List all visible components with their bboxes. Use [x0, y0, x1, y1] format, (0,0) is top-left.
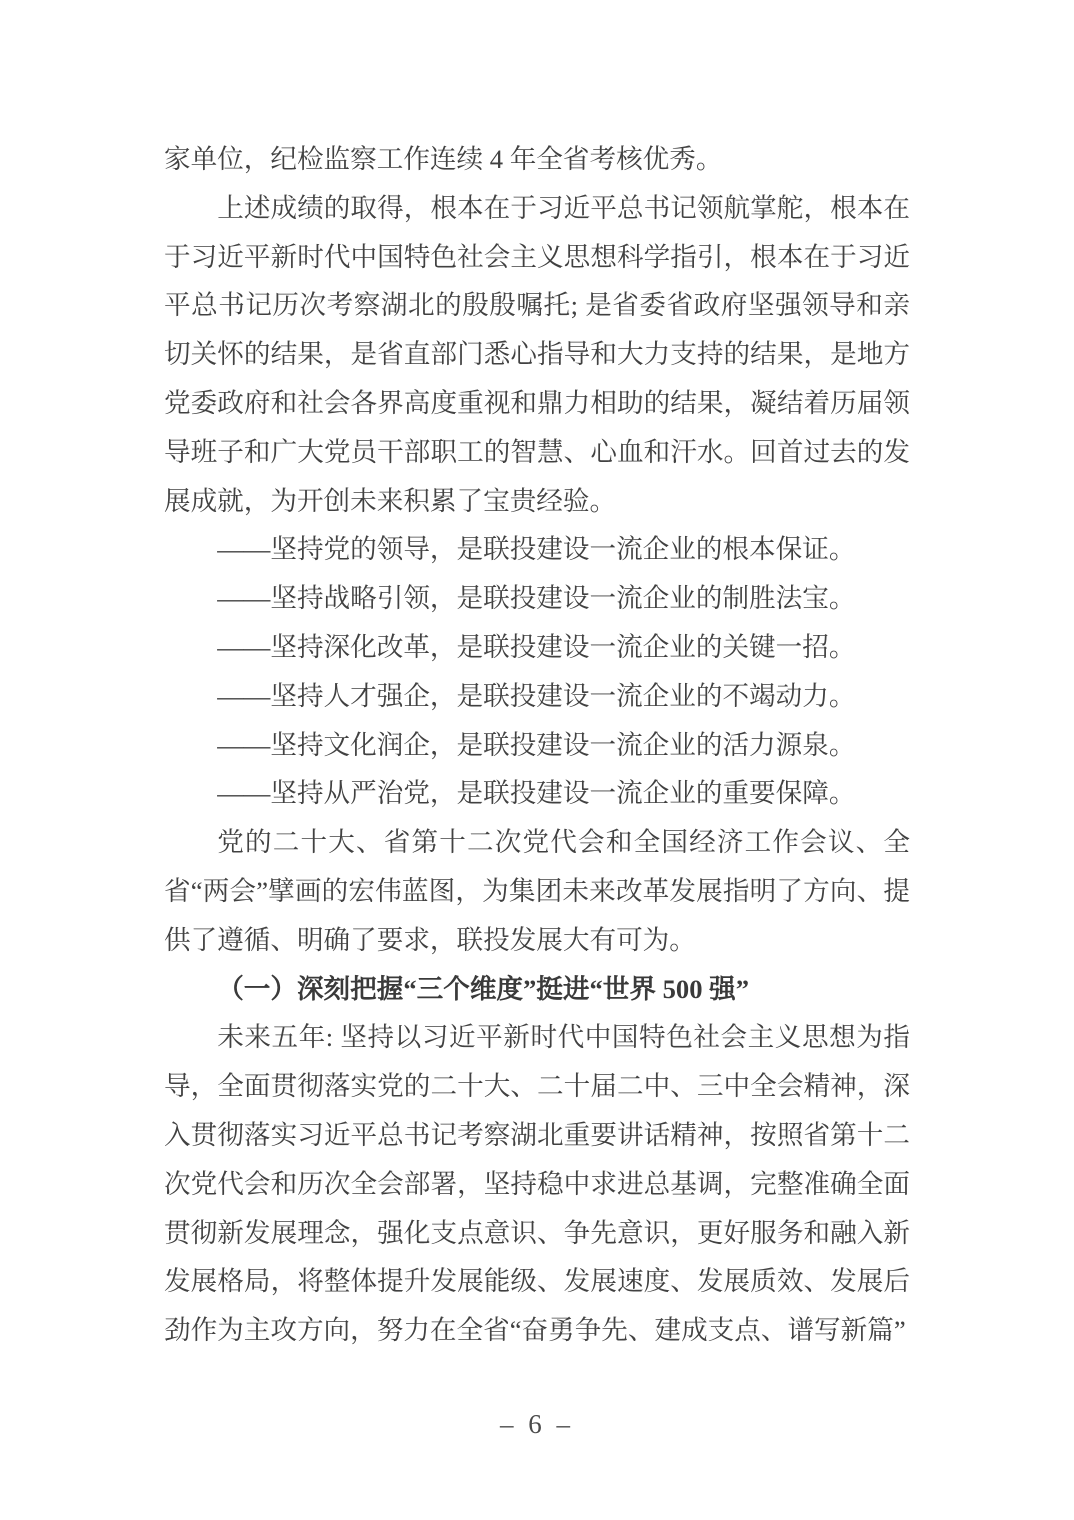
paragraph: 家单位，纪检监察工作连续 4 年全省考核优秀。 [164, 144, 723, 174]
paragraph: ——坚持人才强企，是联投建设一流企业的不竭动力。 [217, 680, 856, 711]
paragraph: ——坚持文化润企，是联投建设一流企业的活力源泉。 [217, 729, 856, 760]
paragraph: 上述成绩的取得，根本在于习近平总书记领航掌舵，根本在于习近平新时代中国特色社会主义思想科学指引，根本在于习近平总书记历次考察湖北的殷殷嘱托; 是省委省政府坚强领导和亲切关怀的结果，是省直部门悉心指导和大力支持的结果，是地方党委政府和社会各界高度重视和鼎力相助的结果，凝结着历届领导班子和广大党员干部职工的智慧、心血和汗水。回首过去的发展成就，为开创未来积累了宝贵经验。 [164, 192, 910, 516]
page-number: – 6 – [500, 1409, 574, 1439]
document-body [164, 135, 910, 1355]
paragraph: 党的二十大、省第十二次党代会和全国经济工作会议、全省“两会”擘画的宏伟蓝图，为集团未来改革发展指明了方向、提供了遵循、明确了要求，联投发展大有可为。 [164, 827, 910, 955]
paragraph: ——坚持深化改革，是联投建设一流企业的关键一招。 [217, 631, 856, 662]
paragraph: 未来五年: 坚持以习近平新时代中国特色社会主义思想为指导，全面贯彻落实党的二十大、二十届二中、三中全会精神，深入贯彻落实习近平总书记考察湖北重要讲话精神，按照省第十二次党代会和历次全会部署，坚持稳中求进总基调，完整准确全面贯彻新发展理念，强化支点意识、争先意识，更好服务和融入新发展格局，将整体提升发展能级、发展速度、发展质效、发展后劲作为主攻方向，努力在全省“奋勇争先、建成支点、谱写新篇” [164, 1022, 910, 1346]
section-heading: （一）深刻把握“三个维度”挺进“世界 500 强” [217, 973, 750, 1004]
paragraph: ——坚持党的领导，是联投建设一流企业的根本保证。 [217, 534, 856, 565]
paragraph: ——坚持从严治党，是联投建设一流企业的重要保障。 [217, 778, 856, 809]
paragraph: ——坚持战略引领，是联投建设一流企业的制胜法宝。 [217, 583, 856, 614]
